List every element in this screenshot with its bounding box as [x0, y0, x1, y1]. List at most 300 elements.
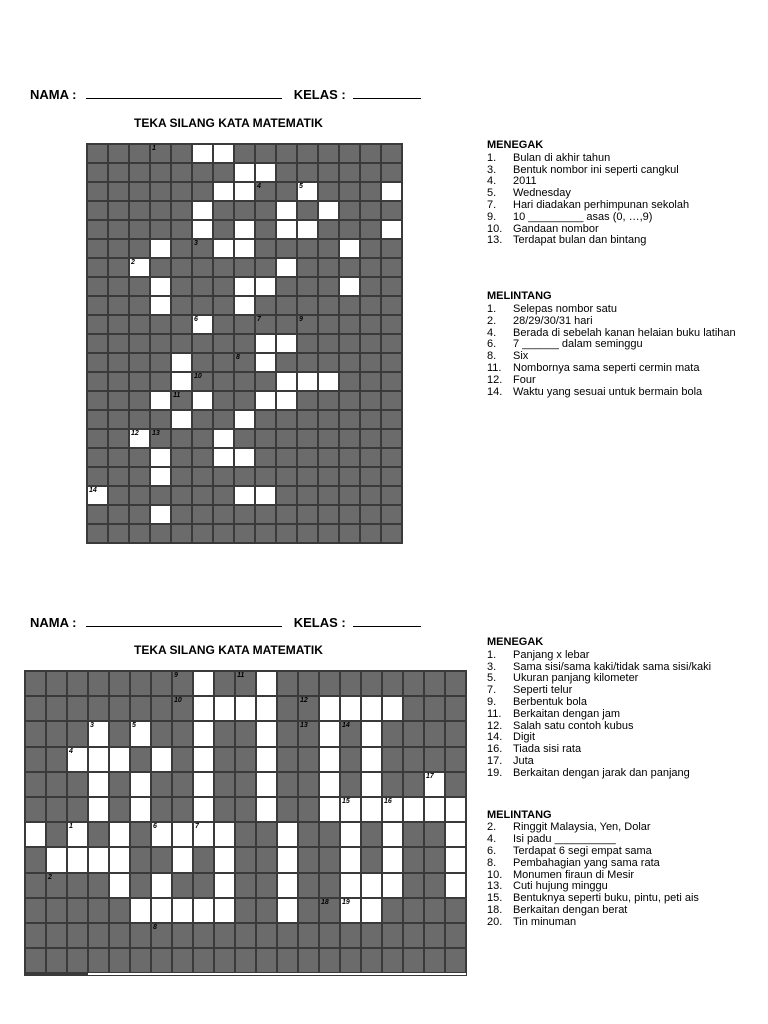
answer-cell[interactable]	[255, 277, 276, 296]
blocked-cell	[25, 696, 46, 721]
blocked-cell	[129, 505, 150, 524]
clue-number: 5.	[487, 672, 497, 685]
blocked-cell	[298, 822, 319, 847]
answer-cell[interactable]	[88, 772, 109, 797]
answer-cell[interactable]	[361, 873, 382, 898]
answer-cell[interactable]	[340, 797, 361, 822]
blocked-cell	[234, 144, 255, 163]
answer-cell[interactable]	[235, 696, 256, 721]
blocked-cell	[319, 847, 340, 872]
clue-number-label: 12	[300, 697, 308, 705]
answer-cell[interactable]	[256, 747, 277, 772]
blocked-cell	[360, 524, 381, 543]
blocked-cell	[381, 486, 402, 505]
blocked-cell	[150, 372, 171, 391]
answer-cell[interactable]	[382, 797, 403, 822]
blocked-cell	[445, 696, 466, 721]
blocked-cell	[214, 797, 235, 822]
clue-text: Terdapat bulan dan bintang	[513, 234, 647, 247]
blocked-cell	[192, 163, 213, 182]
answer-cell[interactable]	[234, 182, 255, 201]
answer-cell[interactable]	[276, 258, 297, 277]
crossword-title: TEKA SILANG KATA MATEMATIK	[134, 116, 323, 130]
crossword-title: TEKA SILANG KATA MATEMATIK	[134, 643, 323, 657]
blocked-cell	[360, 296, 381, 315]
answer-cell[interactable]	[192, 201, 213, 220]
blocked-cell	[172, 923, 193, 948]
blocked-cell	[171, 220, 192, 239]
answer-cell[interactable]	[277, 847, 298, 872]
answer-cell[interactable]	[382, 873, 403, 898]
clue-number-label: 8	[153, 923, 157, 931]
answer-cell[interactable]	[234, 163, 255, 182]
clue-text: 2011	[513, 175, 537, 188]
answer-cell[interactable]	[214, 898, 235, 923]
blocked-cell	[339, 524, 360, 543]
blocked-cell	[255, 201, 276, 220]
blocked-cell	[46, 671, 67, 696]
blocked-cell	[235, 873, 256, 898]
clue-number: 2.	[487, 821, 497, 834]
clue-number-label: 10	[174, 697, 182, 705]
answer-cell[interactable]	[129, 258, 150, 277]
blocked-cell	[129, 220, 150, 239]
answer-cell[interactable]	[318, 372, 339, 391]
clue-item	[487, 905, 757, 917]
answer-cell[interactable]	[172, 898, 193, 923]
answer-cell[interactable]	[213, 144, 234, 163]
answer-cell[interactable]	[109, 847, 130, 872]
answer-cell[interactable]	[361, 797, 382, 822]
answer-cell[interactable]	[150, 277, 171, 296]
answer-cell[interactable]	[255, 486, 276, 505]
nama-blank[interactable]	[86, 87, 282, 99]
answer-cell[interactable]	[150, 448, 171, 467]
answer-cell[interactable]	[129, 429, 150, 448]
answer-cell[interactable]	[150, 505, 171, 524]
answer-cell[interactable]	[192, 391, 213, 410]
blocked-cell	[339, 163, 360, 182]
answer-cell[interactable]	[67, 747, 88, 772]
clue-text: Monumen firaun di Mesir	[513, 868, 635, 881]
clue-number-label: 6	[153, 823, 157, 831]
answer-cell[interactable]	[276, 220, 297, 239]
answer-cell[interactable]	[150, 296, 171, 315]
blocked-cell	[129, 353, 150, 372]
blocked-cell	[255, 144, 276, 163]
answer-cell[interactable]	[319, 747, 340, 772]
answer-cell[interactable]	[255, 391, 276, 410]
blocked-cell	[297, 315, 318, 334]
blocked-cell	[339, 201, 360, 220]
blocked-cell	[298, 847, 319, 872]
answer-cell[interactable]	[193, 772, 214, 797]
blocked-cell	[424, 696, 445, 721]
blocked-cell	[87, 334, 108, 353]
answer-cell[interactable]	[151, 747, 172, 772]
answer-cell[interactable]	[445, 873, 466, 898]
blocked-cell	[361, 847, 382, 872]
nama-label: NAMA :	[30, 615, 77, 630]
answer-cell[interactable]	[339, 277, 360, 296]
answer-cell[interactable]	[88, 721, 109, 746]
answer-cell[interactable]	[109, 747, 130, 772]
blocked-cell	[403, 772, 424, 797]
answer-cell[interactable]	[151, 873, 172, 898]
blocked-cell	[234, 467, 255, 486]
blocked-cell	[88, 822, 109, 847]
clue-number-label: 18	[321, 898, 329, 906]
blocked-cell	[276, 144, 297, 163]
blocked-cell	[360, 467, 381, 486]
blocked-cell	[340, 721, 361, 746]
answer-cell[interactable]	[234, 277, 255, 296]
answer-cell[interactable]	[319, 772, 340, 797]
answer-cell[interactable]	[256, 797, 277, 822]
answer-cell[interactable]	[318, 201, 339, 220]
answer-cell[interactable]	[88, 847, 109, 872]
answer-cell[interactable]	[256, 721, 277, 746]
answer-cell[interactable]	[213, 448, 234, 467]
clue-text: Isi padu __________	[513, 833, 616, 846]
blocked-cell	[150, 258, 171, 277]
answer-cell[interactable]	[276, 372, 297, 391]
answer-cell[interactable]	[88, 797, 109, 822]
answer-cell[interactable]	[87, 486, 108, 505]
clue-number: 10.	[487, 222, 503, 235]
clue-number: 3.	[487, 660, 497, 673]
blocked-cell	[297, 410, 318, 429]
answer-cell[interactable]	[234, 220, 255, 239]
answer-cell[interactable]	[130, 721, 151, 746]
answer-cell[interactable]	[109, 822, 130, 847]
answer-cell[interactable]	[381, 220, 402, 239]
answer-cell[interactable]	[424, 797, 445, 822]
answer-cell[interactable]	[234, 486, 255, 505]
clue-item	[487, 235, 737, 247]
blocked-cell	[87, 182, 108, 201]
answer-cell[interactable]	[172, 822, 193, 847]
answer-cell[interactable]	[193, 671, 214, 696]
answer-cell[interactable]	[445, 822, 466, 847]
answer-cell[interactable]	[192, 220, 213, 239]
answer-cell[interactable]	[213, 182, 234, 201]
blocked-cell	[297, 258, 318, 277]
blocked-cell	[403, 873, 424, 898]
blocked-cell	[87, 296, 108, 315]
answer-cell[interactable]	[192, 144, 213, 163]
blocked-cell	[192, 467, 213, 486]
blocked-cell	[213, 220, 234, 239]
blocked-cell	[403, 671, 424, 696]
answer-cell[interactable]	[88, 747, 109, 772]
blocked-cell	[109, 696, 130, 721]
answer-cell[interactable]	[361, 696, 382, 721]
answer-cell[interactable]	[297, 220, 318, 239]
blocked-cell	[424, 873, 445, 898]
blocked-cell	[171, 277, 192, 296]
clue-text: Nombornya sama seperti cermin mata	[513, 361, 700, 374]
answer-cell[interactable]	[361, 721, 382, 746]
answer-cell[interactable]	[255, 353, 276, 372]
nama-blank[interactable]	[86, 615, 282, 627]
answer-cell[interactable]	[193, 721, 214, 746]
blocked-cell	[108, 201, 129, 220]
blocked-cell	[297, 391, 318, 410]
blocked-cell	[382, 948, 403, 973]
blocked-cell	[339, 486, 360, 505]
answer-cell[interactable]	[276, 334, 297, 353]
blocked-cell	[109, 671, 130, 696]
clue-number-label: 7	[195, 823, 199, 831]
answer-cell[interactable]	[319, 721, 340, 746]
clue-item	[487, 212, 737, 224]
answer-cell[interactable]	[25, 822, 46, 847]
answer-cell[interactable]	[403, 797, 424, 822]
melintang-clue-list	[487, 304, 737, 398]
answer-cell[interactable]	[277, 822, 298, 847]
answer-cell[interactable]	[361, 898, 382, 923]
answer-cell[interactable]	[297, 372, 318, 391]
blocked-cell	[108, 258, 129, 277]
blocked-cell	[88, 671, 109, 696]
blocked-cell	[235, 671, 256, 696]
kelas-label: KELAS :	[293, 87, 346, 102]
blocked-cell	[276, 182, 297, 201]
answer-cell[interactable]	[234, 448, 255, 467]
blocked-cell	[46, 747, 67, 772]
answer-cell[interactable]	[214, 822, 235, 847]
clue-number: 13.	[487, 234, 503, 247]
answer-cell[interactable]	[150, 391, 171, 410]
kelas-blank[interactable]	[353, 87, 421, 99]
blocked-cell	[297, 429, 318, 448]
blocked-cell	[234, 315, 255, 334]
melintang-heading: MELINTANG	[487, 290, 552, 303]
blocked-cell	[276, 239, 297, 258]
blocked-cell	[192, 505, 213, 524]
blocked-cell	[234, 258, 255, 277]
blocked-cell	[276, 315, 297, 334]
blocked-cell	[108, 505, 129, 524]
blocked-cell	[87, 410, 108, 429]
clue-text: Berkaitan dengan jarak dan panjang	[513, 766, 690, 779]
answer-cell[interactable]	[340, 696, 361, 721]
blocked-cell	[424, 948, 445, 973]
blocked-cell	[213, 410, 234, 429]
answer-cell[interactable]	[67, 847, 88, 872]
answer-cell[interactable]	[255, 163, 276, 182]
blocked-cell	[171, 505, 192, 524]
answer-cell[interactable]	[130, 797, 151, 822]
blocked-cell	[192, 486, 213, 505]
blocked-cell	[87, 220, 108, 239]
blocked-cell	[151, 923, 172, 948]
answer-cell[interactable]	[277, 873, 298, 898]
blocked-cell	[129, 372, 150, 391]
blocked-cell	[151, 772, 172, 797]
answer-cell[interactable]	[339, 239, 360, 258]
answer-cell[interactable]	[213, 429, 234, 448]
answer-cell[interactable]	[214, 873, 235, 898]
answer-cell[interactable]	[150, 467, 171, 486]
blocked-cell	[361, 671, 382, 696]
clue-number: 12.	[487, 373, 503, 386]
blocked-cell	[150, 524, 171, 543]
blocked-cell	[129, 239, 150, 258]
answer-cell[interactable]	[276, 391, 297, 410]
blocked-cell	[381, 201, 402, 220]
blocked-cell	[87, 315, 108, 334]
blocked-cell	[234, 391, 255, 410]
clue-number-label: 4	[257, 183, 261, 190]
answer-cell[interactable]	[340, 873, 361, 898]
clue-text: Cuti hujung minggu	[513, 880, 608, 893]
blocked-cell	[108, 144, 129, 163]
blocked-cell	[150, 201, 171, 220]
blocked-cell	[192, 258, 213, 277]
blocked-cell	[87, 201, 108, 220]
blocked-cell	[172, 772, 193, 797]
blocked-cell	[87, 505, 108, 524]
answer-cell[interactable]	[382, 822, 403, 847]
answer-cell[interactable]	[234, 296, 255, 315]
answer-cell[interactable]	[151, 898, 172, 923]
blocked-cell	[403, 948, 424, 973]
blocked-cell	[445, 898, 466, 923]
blocked-cell	[150, 334, 171, 353]
clue-item	[487, 846, 757, 858]
blocked-cell	[46, 898, 67, 923]
blocked-cell	[297, 486, 318, 505]
answer-cell[interactable]	[340, 822, 361, 847]
blocked-cell	[382, 671, 403, 696]
blocked-cell	[171, 429, 192, 448]
answer-cell[interactable]	[214, 847, 235, 872]
answer-cell[interactable]	[193, 696, 214, 721]
blocked-cell	[46, 948, 67, 973]
blocked-cell	[339, 334, 360, 353]
blocked-cell	[108, 163, 129, 182]
answer-cell[interactable]	[381, 182, 402, 201]
blocked-cell	[360, 391, 381, 410]
blocked-cell	[381, 144, 402, 163]
blocked-cell	[171, 315, 192, 334]
clue-number-label: 1	[152, 145, 156, 152]
answer-cell[interactable]	[192, 315, 213, 334]
answer-cell[interactable]	[256, 772, 277, 797]
answer-cell[interactable]	[67, 822, 88, 847]
answer-cell[interactable]	[255, 334, 276, 353]
answer-cell[interactable]	[109, 873, 130, 898]
clue-item	[487, 387, 737, 399]
blocked-cell	[360, 410, 381, 429]
answer-cell[interactable]	[46, 847, 67, 872]
answer-cell[interactable]	[340, 847, 361, 872]
blocked-cell	[108, 277, 129, 296]
answer-cell[interactable]	[361, 747, 382, 772]
answer-cell[interactable]	[445, 847, 466, 872]
blocked-cell	[192, 353, 213, 372]
blocked-cell	[213, 277, 234, 296]
blocked-cell	[213, 467, 234, 486]
answer-cell[interactable]	[424, 772, 445, 797]
blocked-cell	[382, 772, 403, 797]
answer-cell[interactable]	[382, 696, 403, 721]
answer-cell[interactable]	[445, 797, 466, 822]
blocked-cell	[340, 772, 361, 797]
answer-cell[interactable]	[276, 201, 297, 220]
blocked-cell	[445, 772, 466, 797]
answer-cell[interactable]	[130, 898, 151, 923]
clue-text: Juta	[513, 754, 534, 767]
answer-cell[interactable]	[277, 898, 298, 923]
answer-cell[interactable]	[130, 772, 151, 797]
blocked-cell	[214, 721, 235, 746]
answer-cell[interactable]	[319, 696, 340, 721]
clue-number-label: 17	[426, 772, 434, 780]
blocked-cell	[150, 410, 171, 429]
blocked-cell	[381, 315, 402, 334]
clue-text: 28/29/30/31 hari	[513, 314, 593, 327]
kelas-blank[interactable]	[353, 615, 421, 627]
answer-cell[interactable]	[193, 898, 214, 923]
blocked-cell	[424, 747, 445, 772]
answer-cell[interactable]	[172, 847, 193, 872]
blocked-cell	[382, 747, 403, 772]
blocked-cell	[360, 372, 381, 391]
blocked-cell	[360, 429, 381, 448]
answer-cell[interactable]	[234, 239, 255, 258]
clue-number: 7.	[487, 198, 497, 211]
answer-cell[interactable]	[171, 372, 192, 391]
blocked-cell	[193, 847, 214, 872]
clue-text: Gandaan nombor	[513, 222, 599, 235]
answer-cell[interactable]	[171, 353, 192, 372]
clue-text: Waktu yang sesuai untuk bermain bola	[513, 385, 703, 398]
answer-cell[interactable]	[193, 747, 214, 772]
answer-cell[interactable]	[382, 847, 403, 872]
answer-cell[interactable]	[256, 696, 277, 721]
clue-number: 4.	[487, 326, 497, 339]
clue-number-label: 7	[257, 316, 261, 323]
melintang-heading: MELINTANG	[487, 808, 552, 821]
answer-cell[interactable]	[340, 898, 361, 923]
answer-cell[interactable]	[193, 822, 214, 847]
blocked-cell	[277, 747, 298, 772]
answer-cell[interactable]	[193, 797, 214, 822]
clue-text: Ringgit Malaysia, Yen, Dolar	[513, 821, 651, 834]
blocked-cell	[255, 372, 276, 391]
answer-cell[interactable]	[256, 671, 277, 696]
blocked-cell	[445, 923, 466, 948]
blocked-cell	[87, 429, 108, 448]
blocked-cell	[255, 220, 276, 239]
blocked-cell	[424, 671, 445, 696]
answer-cell[interactable]	[234, 410, 255, 429]
answer-cell[interactable]	[297, 182, 318, 201]
blocked-cell	[25, 797, 46, 822]
answer-cell[interactable]	[171, 410, 192, 429]
blocked-cell	[360, 182, 381, 201]
answer-cell[interactable]	[214, 696, 235, 721]
blocked-cell	[88, 873, 109, 898]
answer-cell[interactable]	[213, 239, 234, 258]
answer-cell[interactable]	[319, 797, 340, 822]
answer-cell[interactable]	[361, 772, 382, 797]
answer-cell[interactable]	[150, 239, 171, 258]
answer-cell[interactable]	[151, 822, 172, 847]
